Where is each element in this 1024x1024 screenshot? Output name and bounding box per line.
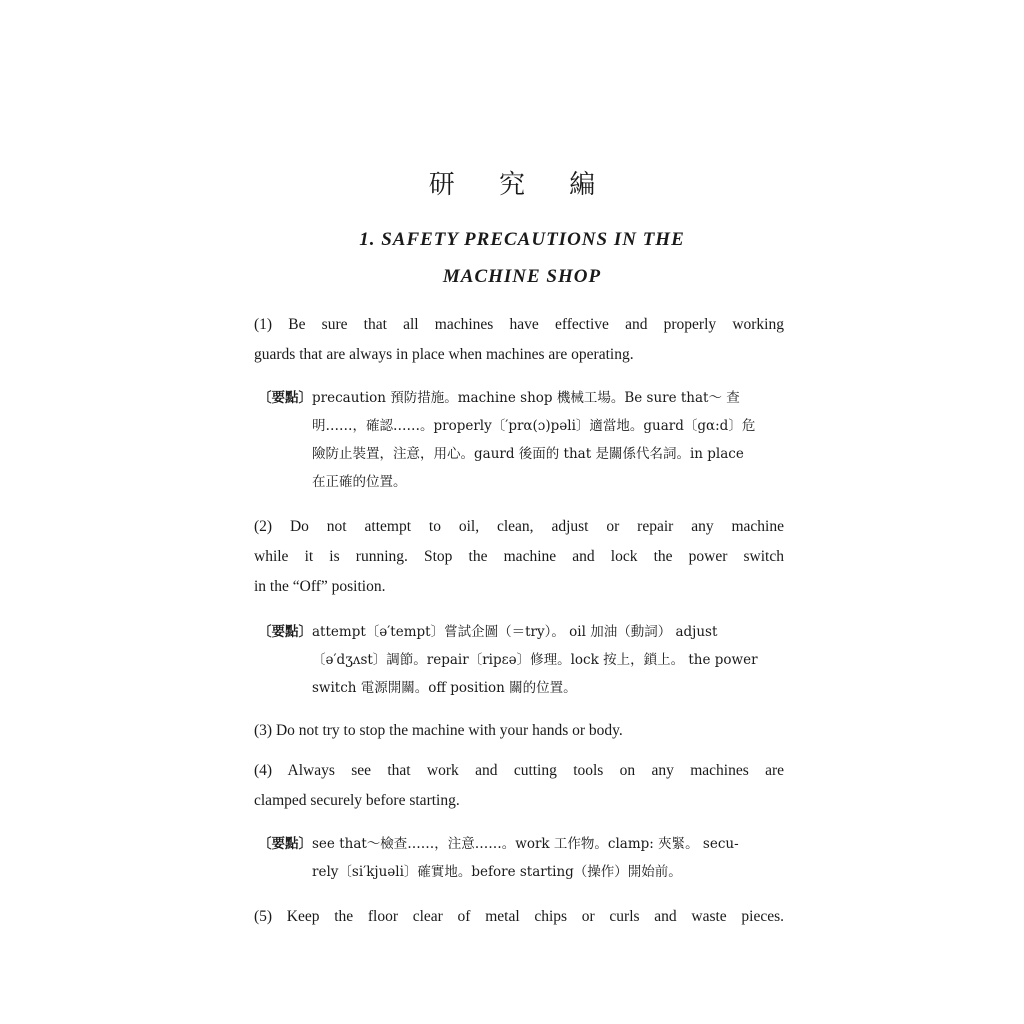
item-line: in the “Off” position.: [254, 578, 386, 595]
note-line: 明……，確認……。properly〔′prα(ɔ)pəli〕適當地。guard〔gα:d〕危: [312, 418, 756, 434]
section-heading: 研 究 編: [428, 170, 614, 200]
note-line: switch 電源開關。off position 關的位置。: [312, 680, 577, 696]
item-line: while it is running. Stop the machine and lock the power switch: [254, 548, 784, 565]
note-line: 險防止裝置，注意，用心。gaurd 後面的 that 是關係代名詞。in place: [312, 446, 744, 462]
precaution-item-3: [254, 716, 784, 746]
note-line: see that～檢查……，注意……。work 工作物。clamp: 夾緊。 secu-: [312, 836, 739, 852]
key-points-note-3: [258, 830, 784, 886]
precaution-item-5: [254, 902, 784, 932]
key-points-tag: 〔要點〕: [258, 624, 312, 640]
note-line: 〔ə′dʒʌst〕調節。repair〔ripɛə〕修理。lock 按上，鎖上。 the power: [312, 652, 758, 668]
item-line: guards that are always in place when machines are operating.: [254, 346, 634, 363]
key-points-tag: 〔要點〕: [258, 390, 312, 406]
key-points-note-2: [258, 618, 784, 702]
item-line: (2) Do not attempt to oil, clean, adjust or repair any machine: [254, 518, 784, 535]
item-line: (3) Do not try to stop the machine with your hands or body.: [254, 722, 623, 739]
item-line: clamped securely before starting.: [254, 792, 460, 809]
chapter-title-line-1: 1. SAFETY PRECAUTIONS IN THE: [359, 229, 685, 250]
chapter-title-line-2: MACHINE SHOP: [442, 266, 602, 287]
note-line: precaution 預防措施。machine shop 機械工場。Be sure that～ 查: [312, 390, 740, 406]
item-line: (4) Always see that work and cutting tools on any machines are: [254, 762, 784, 779]
key-points-tag: 〔要點〕: [258, 836, 312, 852]
item-line: (5) Keep the floor clear of metal chips or curls and waste pieces.: [254, 908, 784, 925]
note-line: attempt〔ə′tempt〕嘗試企圖（＝try）。 oil 加油（動詞） adjust: [312, 624, 718, 640]
note-line: rely〔si′kjuəli〕確實地。before starting（操作）開始前。: [312, 864, 682, 880]
precaution-item-4: [254, 756, 784, 816]
key-points-note-1: [258, 384, 784, 496]
precaution-item-1: [254, 310, 784, 370]
precaution-item-2: [254, 512, 784, 602]
item-line: (1) Be sure that all machines have effective and properly working: [254, 316, 784, 333]
note-line: 在正確的位置。: [312, 474, 407, 490]
